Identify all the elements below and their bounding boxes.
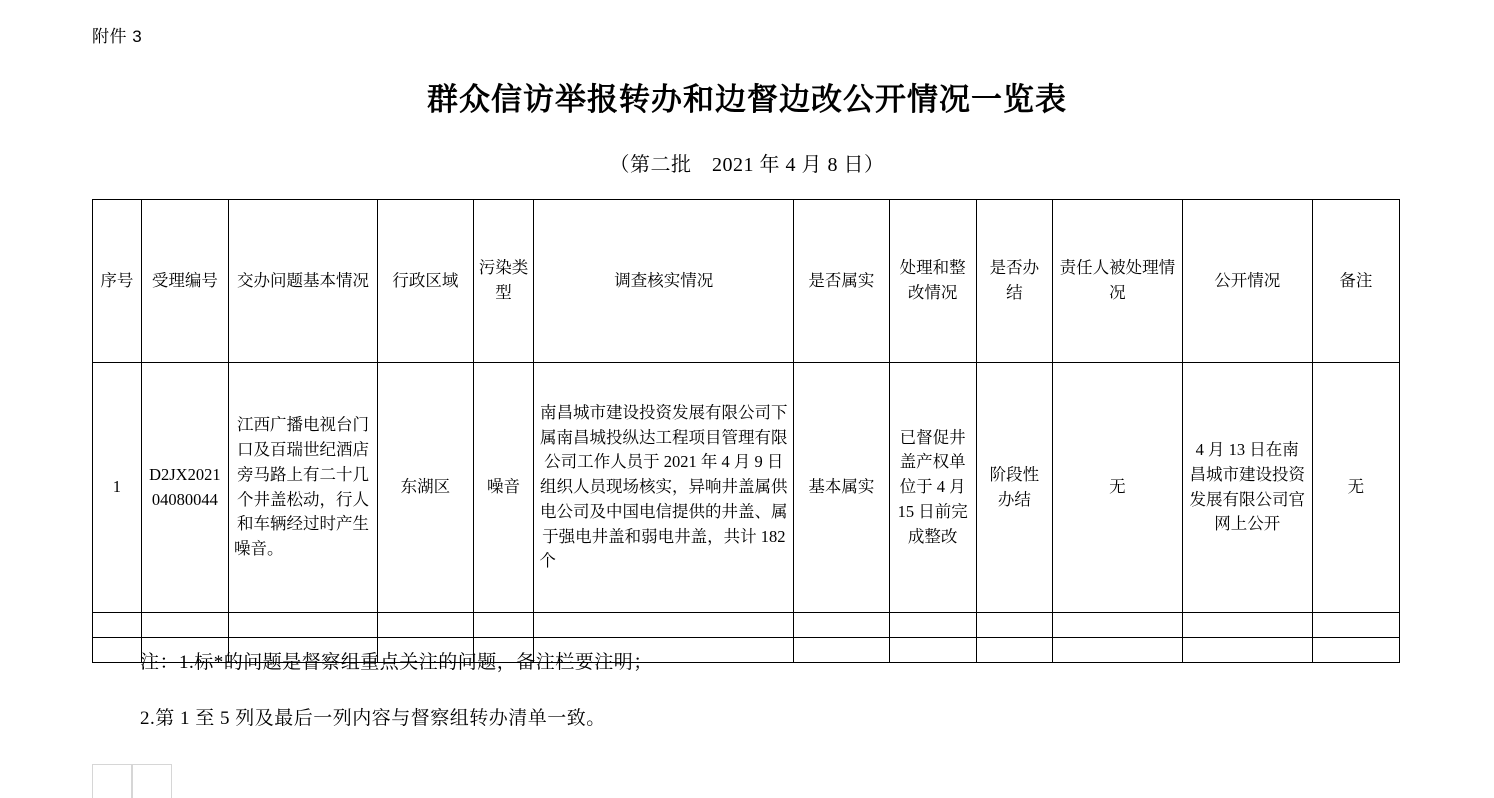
cell-empty: [378, 613, 473, 638]
column-header-responsible-person: 责任人被处理情况: [1052, 200, 1182, 363]
cell-region: 东湖区: [378, 363, 473, 613]
cell-empty: [1182, 613, 1312, 638]
cell-pollution-type: 噪音: [473, 363, 534, 613]
column-header-is-true: 是否属实: [794, 200, 889, 363]
column-header-case-number: 受理编号: [141, 200, 228, 363]
cell-empty: [228, 613, 377, 638]
column-header-is-closed: 是否办结: [976, 200, 1052, 363]
column-header-region: 行政区域: [378, 200, 473, 363]
table-row: [93, 363, 1400, 613]
cell-empty: [1312, 613, 1399, 638]
cell-empty: [889, 613, 976, 638]
cell-case-number: D2JX202104080044: [141, 363, 228, 613]
column-header-handling: 处理和整改情况: [889, 200, 976, 363]
cell-handling: 已督促井盖产权单位于 4 月 15 日前完成整改: [889, 363, 976, 613]
column-header-problem: 交办问题基本情况: [228, 200, 377, 363]
page-title: 群众信访举报转办和边督边改公开情况一览表: [427, 82, 1067, 117]
column-header-pollution-type: 污染类型: [473, 200, 534, 363]
cell-index: 1: [93, 363, 142, 613]
column-header-disclosure: 公开情况: [1182, 200, 1312, 363]
cell-disclosure: 4 月 13 日在南昌城市建设投资发展有限公司官网上公开: [1182, 363, 1312, 613]
cell-empty: [1052, 613, 1182, 638]
page-corner-mark-left: [92, 764, 132, 798]
table-row: [93, 613, 1400, 638]
footnote-2: 2.第 1 至 5 列及最后一列内容与督察组转办清单一致。: [140, 708, 606, 730]
cell-empty: [93, 613, 142, 638]
cell-is-true: 基本属实: [794, 363, 889, 613]
column-header-remarks: 备注: [1312, 200, 1399, 363]
disclosure-table: [92, 199, 1400, 663]
cell-empty: [794, 613, 889, 638]
table-body: [93, 363, 1400, 663]
column-header-index: 序号: [93, 200, 142, 363]
cell-empty: [534, 613, 794, 638]
page-subtitle: （第二批 2021 年 4 月 8 日）: [609, 154, 885, 176]
cell-empty: [141, 613, 228, 638]
cell-is-closed: 阶段性办结: [976, 363, 1052, 613]
column-header-investigation: 调查核实情况: [534, 200, 794, 363]
cell-empty: [473, 613, 534, 638]
page-corner-mark-right: [132, 764, 172, 798]
table-header-row: [93, 200, 1400, 363]
table-header: [93, 200, 1400, 363]
cell-responsible-person: 无: [1052, 363, 1182, 613]
footnotes: [92, 648, 1400, 761]
cell-problem: 江西广播电视台门口及百瑞世纪酒店旁马路上有二十几个井盖松动，行人和车辆经过时产生噪音。: [228, 363, 377, 613]
cell-investigation: 南昌城市建设投资发展有限公司下属南昌城投纵达工程项目管理有限公司工作人员于 2021 年 4 月 9 日组织人员现场核实，异响井盖属供电公司及中国电信提供的井盖、属于强电井盖和弱电井盖，共计 182 个: [534, 363, 794, 613]
attachment-label: 附件 3: [92, 27, 143, 46]
footnote-1: 注：1.标*的问题是督察组重点关注的问题，备注栏要注明；: [140, 652, 653, 673]
cell-remarks: 无: [1312, 363, 1399, 613]
cell-empty: [976, 613, 1052, 638]
